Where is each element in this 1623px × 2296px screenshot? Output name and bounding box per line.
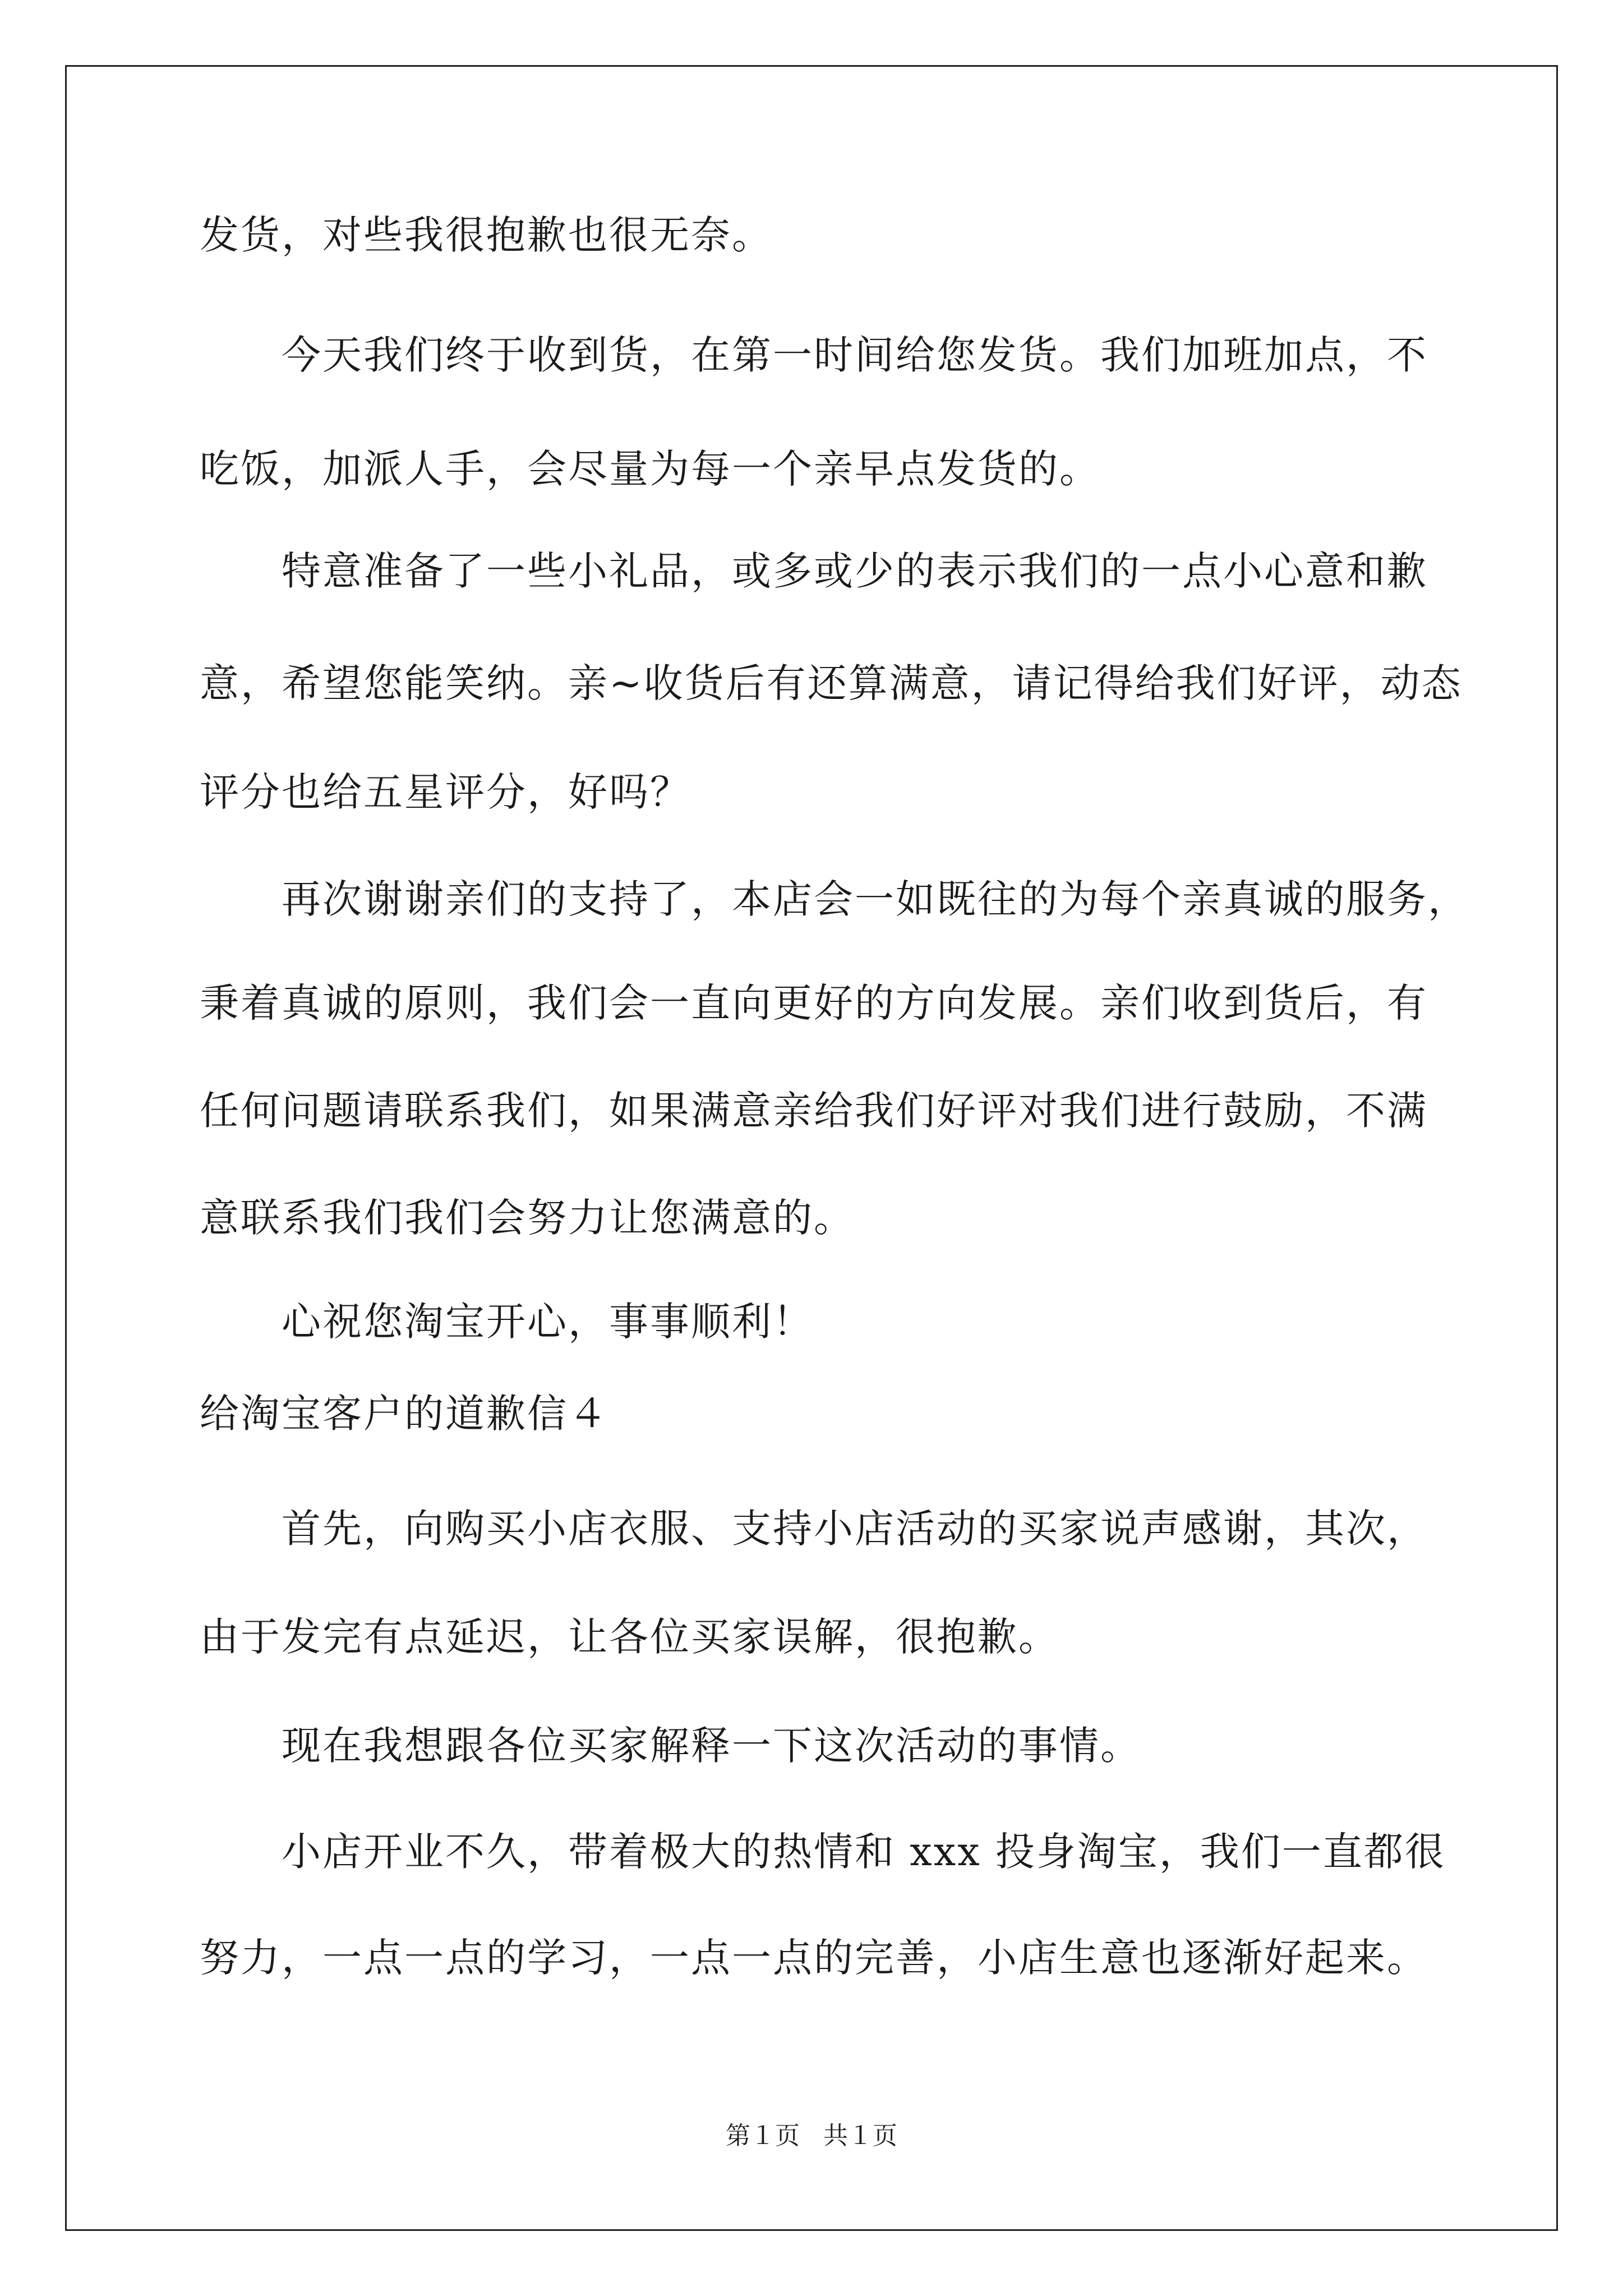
paragraph-line: 今天我们终于收到货，在第一时间给您发货。我们加班加点，不 xyxy=(282,332,1428,378)
paragraph-line: 心祝您淘宝开心，事事顺利！ xyxy=(282,1299,814,1345)
paragraph-line: 现在我想跟各位买家解释一下这次活动的事情。 xyxy=(282,1723,1141,1769)
paragraph-line: 由于发完有点延迟，让各位买家误解，很抱歉。 xyxy=(200,1614,1059,1660)
paragraph-line: 特意准备了一些小礼品，或多或少的表示我们的一点小心意和歉 xyxy=(282,548,1428,594)
paragraph-line: 任何问题请联系我们，如果满意亲给我们好评对我们进行鼓励，不满 xyxy=(200,1088,1428,1134)
paragraph-line: 发货，对些我很抱歉也很无奈。 xyxy=(200,212,773,258)
paragraph-line: 努力，一点一点的学习，一点一点的完善，小店生意也逐渐好起来。 xyxy=(200,1935,1428,1981)
paragraph-line: 小店开业不久，带着极大的热情和 xxx 投身淘宝，我们一直都很 xyxy=(282,1829,1446,1875)
paragraph-line: 秉着真诚的原则，我们会一直向更好的方向发展。亲们收到货后，有 xyxy=(200,980,1428,1026)
paragraph-line: 吃饭，加派人手，会尽量为每一个亲早点发货的。 xyxy=(200,446,1100,492)
paragraph-line: 意联系我们我们会努力让您满意的。 xyxy=(200,1195,855,1241)
paragraph-line: 再次谢谢亲们的支持了，本店会一如既往的为每个亲真诚的服务， xyxy=(282,876,1469,922)
page-number-footer: 第１页 共１页 xyxy=(726,2122,897,2150)
paragraph-line: 首先，向购买小店衣服、支持小店活动的买家说声感谢，其次， xyxy=(282,1506,1428,1552)
section-heading: 给淘宝客户的道歉信４ xyxy=(200,1391,609,1437)
paragraph-line: 评分也给五星评分，好吗？ xyxy=(200,769,691,815)
page-border xyxy=(65,65,1558,2231)
paragraph-line: 意，希望您能笑纳。亲~收货后有还算满意，请记得给我们好评，动态 xyxy=(200,660,1463,706)
